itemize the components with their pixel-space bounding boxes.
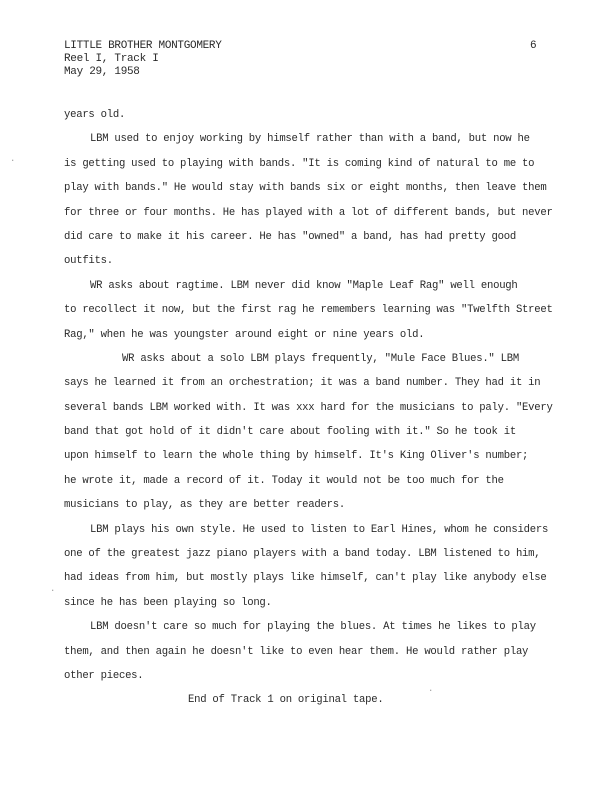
- text-line: LBM doesn't care so much for playing the blues. At times he likes to play: [90, 621, 536, 634]
- transcript-body: [64, 103, 564, 713]
- text-line: since he has been playing so long.: [64, 596, 272, 609]
- scan-speck: ·: [428, 686, 434, 696]
- text-line: several bands LBM worked with. It was xxx hard for the musicians to paly. "Every: [64, 401, 553, 414]
- text-line: other pieces.: [64, 669, 144, 682]
- header-title: LITTLE BROTHER MONTGOMERY: [64, 40, 222, 52]
- text-line: years old.: [64, 109, 126, 121]
- text-line: for three or four months. He has played with a lot of different bands, but never: [64, 206, 553, 219]
- text-line: is getting used to playing with bands. "It is coming kind of natural to me to: [64, 157, 535, 170]
- scan-speck: ·: [50, 586, 56, 596]
- text-line: musicians to play, as they are better readers.: [64, 499, 345, 512]
- transcript-header: [64, 40, 222, 79]
- text-line: had ideas from him, but mostly plays like himself, can't play like anybody else: [64, 572, 547, 585]
- scan-speck: ·: [10, 156, 16, 166]
- page-number: 6: [530, 40, 537, 52]
- text-line: to recollect it now, but the first rag he remembers learning was "Twelfth Street: [64, 304, 553, 317]
- text-line: did care to make it his career. He has "owned" a band, has had pretty good: [64, 230, 516, 243]
- text-line: LBM used to enjoy working by himself rather than with a band, but now he: [90, 133, 530, 146]
- text-line: WR asks about ragtime. LBM never did know "Maple Leaf Rag" well enough: [90, 279, 518, 292]
- end-of-track-note: End of Track 1 on original tape.: [188, 694, 384, 707]
- text-line: them, and then again he doesn't like to even hear them. He would rather play: [64, 645, 529, 658]
- text-line: band that got hold of it didn't care about fooling with it." So he took it: [64, 426, 516, 439]
- text-line: WR asks about a solo LBM plays frequently, "Mule Face Blues." LBM: [122, 352, 519, 365]
- header-reel-track: Reel I, Track I: [64, 53, 159, 65]
- text-line: Rag," when he was youngster around eight or nine years old.: [64, 328, 425, 341]
- text-line: LBM plays his own style. He used to listen to Earl Hines, whom he considers: [90, 523, 549, 536]
- text-line: play with bands." He would stay with bands six or eight months, then leave them: [64, 182, 547, 195]
- header-date: May 29, 1958: [64, 66, 140, 78]
- text-line: upon himself to learn the whole thing by himself. It's King Oliver's number;: [64, 450, 529, 463]
- text-line: says he learned it from an orchestration; it was a band number. They had it in: [64, 377, 541, 390]
- text-line: he wrote it, made a record of it. Today it would not be too much for the: [64, 474, 504, 487]
- text-line: outfits.: [64, 255, 113, 268]
- text-line: one of the greatest jazz piano players with a band today. LBM listened to him,: [64, 548, 541, 561]
